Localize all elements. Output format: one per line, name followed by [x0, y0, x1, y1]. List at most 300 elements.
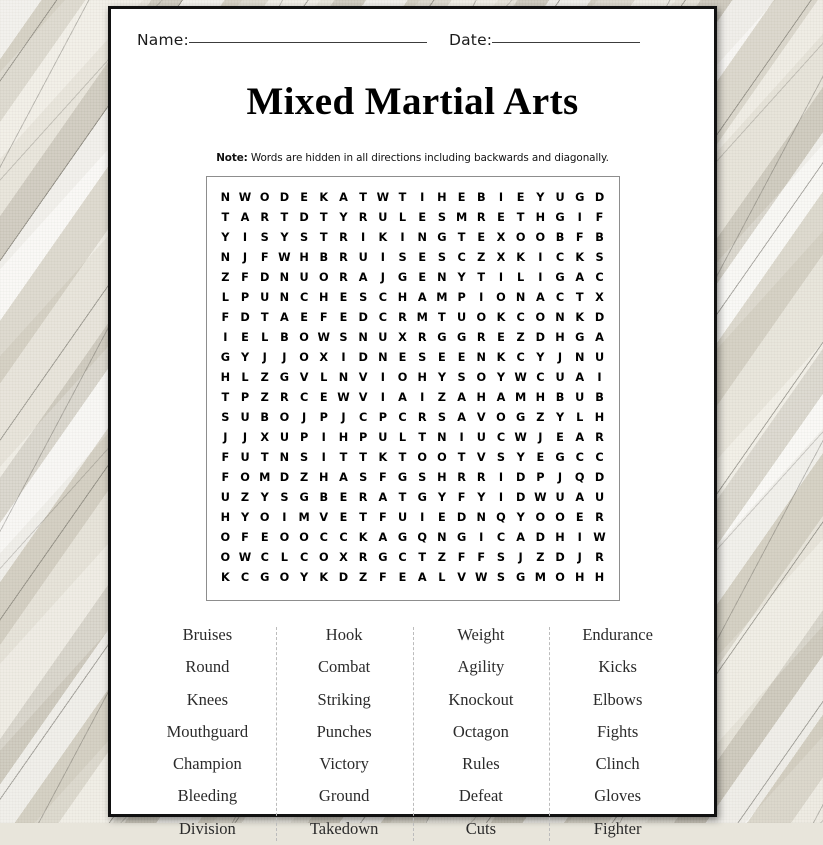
word-list-item[interactable]: Octagon — [452, 721, 509, 741]
grid-cell[interactable]: Z — [299, 471, 309, 484]
grid-cell[interactable]: O — [397, 371, 408, 384]
grid-cell[interactable]: N — [515, 291, 526, 304]
grid-cell[interactable]: L — [576, 411, 584, 424]
grid-cell[interactable]: V — [358, 391, 368, 404]
grid-cell[interactable]: O — [535, 311, 546, 324]
grid-cell[interactable]: Z — [221, 271, 230, 284]
grid-cell[interactable]: T — [221, 391, 230, 404]
grid-cell[interactable]: K — [496, 311, 506, 324]
grid-cell[interactable]: Y — [477, 491, 486, 504]
grid-cell[interactable]: T — [477, 271, 486, 284]
grid-cell[interactable]: S — [339, 331, 348, 344]
grid-cell[interactable]: O — [318, 271, 329, 284]
grid-cell[interactable]: A — [457, 391, 466, 404]
grid-cell[interactable]: H — [397, 291, 408, 304]
grid-cell[interactable]: X — [398, 331, 407, 344]
grid-cell[interactable]: R — [417, 331, 427, 344]
grid-cell[interactable]: R — [280, 391, 289, 404]
grid-cell[interactable]: N — [476, 511, 487, 524]
grid-cell[interactable]: E — [457, 191, 466, 204]
grid-cell[interactable]: I — [498, 471, 504, 484]
word-list-item[interactable]: Division — [178, 818, 236, 838]
grid-cell[interactable]: A — [358, 271, 368, 284]
grid-cell[interactable]: C — [516, 311, 525, 324]
grid-cell[interactable]: V — [299, 371, 309, 384]
grid-cell[interactable]: F — [595, 211, 604, 224]
grid-cell[interactable]: E — [241, 331, 249, 344]
word-list-item[interactable]: Ground — [318, 786, 370, 806]
grid-cell[interactable]: T — [398, 491, 407, 504]
grid-cell[interactable]: T — [260, 311, 269, 324]
grid-cell[interactable]: I — [459, 431, 464, 444]
grid-cell[interactable]: E — [418, 211, 427, 224]
grid-cell[interactable]: N — [220, 191, 231, 204]
grid-cell[interactable]: F — [221, 471, 230, 484]
grid-cell[interactable]: D — [515, 491, 526, 504]
grid-cell[interactable]: G — [437, 331, 447, 344]
grid-cell[interactable]: F — [260, 251, 269, 264]
grid-cell[interactable]: Y — [496, 371, 506, 384]
grid-cell[interactable]: N — [476, 351, 487, 364]
grid-cell[interactable]: I — [321, 431, 326, 444]
word-list-item[interactable]: Fights — [596, 721, 639, 741]
grid-cell[interactable]: D — [594, 471, 605, 484]
grid-cell[interactable]: Y — [280, 231, 289, 244]
grid-cell[interactable]: X — [595, 291, 604, 304]
grid-cell[interactable]: A — [378, 531, 388, 544]
grid-cell[interactable]: G — [417, 491, 427, 504]
grid-cell[interactable]: C — [299, 291, 309, 304]
grid-cell[interactable]: G — [397, 271, 408, 284]
grid-cell[interactable]: V — [457, 571, 466, 584]
grid-cell[interactable]: J — [262, 351, 267, 364]
grid-cell[interactable]: J — [538, 431, 543, 444]
grid-cell[interactable]: Y — [516, 451, 525, 464]
grid-cell[interactable]: O — [476, 371, 487, 384]
grid-cell[interactable]: T — [457, 451, 466, 464]
grid-cell[interactable]: O — [496, 411, 506, 424]
grid-cell[interactable]: I — [400, 231, 405, 244]
grid-cell[interactable]: I — [361, 231, 366, 244]
grid-cell[interactable]: G — [555, 211, 565, 224]
grid-cell[interactable]: A — [535, 291, 545, 304]
grid-cell[interactable]: D — [358, 311, 368, 324]
grid-cell[interactable]: Z — [516, 331, 525, 344]
word-list-item[interactable]: Endurance — [582, 625, 653, 644]
grid-cell[interactable]: M — [436, 291, 448, 304]
grid-cell[interactable]: Q — [574, 471, 585, 484]
grid-cell[interactable]: D — [535, 331, 546, 344]
word-list-item[interactable]: Kicks — [598, 657, 637, 677]
grid-cell[interactable]: L — [221, 291, 229, 304]
grid-cell[interactable]: X — [319, 351, 329, 364]
grid-cell[interactable]: S — [496, 551, 506, 564]
grid-cell[interactable]: G — [299, 491, 309, 504]
grid-cell[interactable]: H — [476, 391, 487, 404]
grid-cell[interactable]: E — [398, 351, 407, 364]
grid-cell[interactable]: E — [457, 351, 466, 364]
grid-cell[interactable]: H — [594, 571, 605, 584]
grid-cell[interactable]: C — [516, 351, 525, 364]
grid-cell[interactable]: I — [498, 271, 504, 284]
grid-cell[interactable]: P — [536, 471, 545, 484]
grid-cell[interactable]: K — [319, 571, 329, 584]
grid-cell[interactable]: W — [238, 551, 252, 564]
grid-cell[interactable]: B — [555, 391, 565, 404]
grid-cell[interactable]: E — [319, 391, 328, 404]
word-list-item[interactable]: Elbows — [592, 689, 643, 709]
grid-cell[interactable]: I — [420, 391, 425, 404]
word-list-item[interactable]: Bruises — [182, 625, 233, 644]
grid-cell[interactable]: R — [358, 491, 368, 504]
grid-cell[interactable]: H — [299, 251, 309, 264]
grid-cell[interactable]: C — [398, 551, 407, 564]
word-list-item[interactable]: Agility — [457, 657, 505, 677]
grid-cell[interactable]: I — [321, 451, 326, 464]
grid-cell[interactable]: C — [299, 551, 309, 564]
grid-cell[interactable]: F — [221, 451, 230, 464]
grid-cell[interactable]: T — [418, 431, 427, 444]
grid-cell[interactable]: S — [457, 371, 466, 384]
grid-cell[interactable]: C — [319, 531, 328, 544]
grid-cell[interactable]: K — [378, 231, 388, 244]
grid-cell[interactable]: S — [437, 251, 446, 264]
grid-cell[interactable]: N — [338, 371, 349, 384]
grid-cell[interactable]: D — [555, 551, 565, 564]
grid-cell[interactable]: L — [398, 431, 407, 444]
grid-cell[interactable]: K — [358, 531, 368, 544]
grid-cell[interactable]: J — [557, 471, 563, 484]
grid-cell[interactable]: P — [457, 291, 466, 304]
grid-cell[interactable]: R — [457, 471, 466, 484]
grid-cell[interactable]: E — [438, 511, 446, 524]
grid-cell[interactable]: R — [476, 211, 486, 224]
grid-cell[interactable]: F — [457, 491, 466, 504]
grid-cell[interactable]: B — [280, 331, 289, 344]
grid-cell[interactable]: H — [594, 411, 605, 424]
grid-cell[interactable]: U — [378, 211, 388, 224]
grid-cell[interactable]: I — [577, 211, 582, 224]
grid-cell[interactable]: C — [496, 431, 506, 444]
grid-cell[interactable]: O — [299, 331, 309, 344]
grid-cell[interactable]: T — [260, 451, 269, 464]
grid-cell[interactable]: G — [260, 571, 270, 584]
grid-cell[interactable]: A — [457, 411, 466, 424]
grid-cell[interactable]: E — [516, 191, 525, 204]
grid-cell[interactable]: A — [378, 491, 388, 504]
grid-cell[interactable]: U — [555, 371, 565, 384]
grid-cell[interactable]: V — [476, 411, 486, 424]
grid-cell[interactable]: E — [497, 331, 505, 344]
grid-cell[interactable]: Y — [437, 371, 446, 384]
grid-cell[interactable]: I — [380, 251, 385, 264]
grid-cell[interactable]: C — [555, 291, 565, 304]
grid-cell[interactable]: U — [555, 191, 565, 204]
grid-cell[interactable]: M — [534, 571, 546, 584]
grid-cell[interactable]: H — [574, 571, 585, 584]
grid-cell[interactable]: M — [298, 511, 310, 524]
grid-cell[interactable]: G — [220, 351, 230, 364]
grid-cell[interactable]: O — [259, 191, 270, 204]
grid-cell[interactable]: K — [319, 191, 329, 204]
grid-cell[interactable]: W — [475, 571, 488, 584]
grid-cell[interactable]: I — [538, 271, 543, 284]
grid-cell[interactable]: A — [417, 291, 427, 304]
grid-cell[interactable]: G — [279, 371, 290, 384]
grid-cell[interactable]: D — [260, 271, 270, 284]
grid-cell[interactable]: Y — [555, 411, 565, 424]
grid-cell[interactable]: C — [378, 311, 387, 324]
grid-cell[interactable]: G — [456, 531, 467, 544]
grid-cell[interactable]: Z — [260, 391, 269, 404]
grid-cell[interactable]: L — [280, 551, 288, 564]
grid-cell[interactable]: U — [397, 511, 408, 524]
grid-cell[interactable]: G — [397, 471, 408, 484]
word-list-item[interactable]: Takedown — [309, 818, 379, 838]
grid-cell[interactable]: N — [437, 531, 447, 544]
word-list-item[interactable]: Clinch — [595, 754, 640, 774]
grid-cell[interactable]: S — [437, 211, 446, 224]
grid-cell[interactable]: Y — [339, 211, 348, 224]
name-input-line[interactable] — [189, 42, 427, 43]
grid-cell[interactable]: H — [555, 531, 565, 544]
grid-cell[interactable]: I — [380, 391, 385, 404]
grid-cell[interactable]: G — [378, 551, 388, 564]
grid-cell[interactable]: I — [498, 191, 504, 204]
grid-cell[interactable]: Y — [536, 351, 545, 364]
grid-cell[interactable]: G — [575, 191, 585, 204]
grid-cell[interactable]: U — [575, 391, 585, 404]
grid-cell[interactable]: B — [555, 231, 565, 244]
grid-cell[interactable]: U — [378, 331, 388, 344]
grid-cell[interactable]: I — [223, 331, 228, 344]
grid-cell[interactable]: E — [418, 271, 427, 284]
date-input-line[interactable] — [492, 42, 640, 43]
grid-cell[interactable]: N — [574, 351, 585, 364]
grid-cell[interactable]: C — [536, 371, 545, 384]
grid-cell[interactable]: C — [359, 411, 368, 424]
grid-cell[interactable]: J — [341, 411, 346, 424]
grid-cell[interactable]: O — [555, 511, 565, 524]
grid-cell[interactable]: K — [575, 251, 585, 264]
grid-cell[interactable]: Y — [221, 231, 230, 244]
grid-cell[interactable]: O — [279, 571, 290, 584]
grid-cell[interactable]: B — [260, 411, 270, 424]
grid-cell[interactable]: T — [398, 191, 407, 204]
grid-cell[interactable]: U — [594, 491, 605, 504]
grid-cell[interactable]: L — [320, 371, 328, 384]
grid-cell[interactable]: Z — [437, 391, 446, 404]
grid-cell[interactable]: R — [417, 411, 427, 424]
grid-cell[interactable]: E — [300, 311, 308, 324]
grid-cell[interactable]: O — [437, 451, 447, 464]
word-list-item[interactable]: Knockout — [448, 689, 514, 709]
grid-cell[interactable]: R — [476, 471, 486, 484]
grid-cell[interactable]: E — [339, 511, 348, 524]
grid-cell[interactable]: J — [223, 431, 228, 444]
grid-cell[interactable]: O — [279, 531, 290, 544]
grid-cell[interactable]: N — [437, 431, 447, 444]
grid-cell[interactable]: S — [496, 451, 506, 464]
grid-cell[interactable]: N — [279, 291, 290, 304]
grid-cell[interactable]: S — [418, 471, 427, 484]
grid-cell[interactable]: J — [577, 551, 582, 564]
grid-cell[interactable]: H — [319, 291, 329, 304]
grid-cell[interactable]: I — [498, 491, 504, 504]
grid-cell[interactable]: T — [418, 551, 427, 564]
grid-cell[interactable]: N — [279, 451, 290, 464]
grid-cell[interactable]: R — [260, 211, 270, 224]
grid-cell[interactable]: F — [241, 271, 249, 284]
grid-cell[interactable]: D — [594, 311, 605, 324]
grid-cell[interactable]: R — [339, 251, 348, 264]
grid-cell[interactable]: J — [380, 271, 385, 284]
grid-cell[interactable]: T — [398, 451, 407, 464]
grid-cell[interactable]: Y — [260, 491, 269, 504]
grid-cell[interactable]: Y — [240, 351, 250, 364]
grid-cell[interactable]: I — [538, 251, 543, 264]
grid-cell[interactable]: A — [339, 191, 348, 204]
grid-cell[interactable]: T — [575, 291, 584, 304]
grid-cell[interactable]: H — [535, 391, 546, 404]
word-search-grid[interactable] — [216, 188, 610, 588]
word-list-item[interactable]: Fighter — [593, 818, 642, 838]
grid-cell[interactable]: M — [515, 391, 527, 404]
grid-cell[interactable]: X — [496, 251, 506, 264]
grid-cell[interactable]: E — [260, 531, 269, 544]
grid-cell[interactable]: X — [496, 231, 506, 244]
grid-cell[interactable]: C — [457, 251, 466, 264]
word-list-item[interactable]: Rules — [462, 754, 500, 774]
grid-cell[interactable]: P — [240, 291, 250, 304]
grid-cell[interactable]: J — [242, 431, 248, 444]
word-list-item[interactable]: Gloves — [594, 786, 641, 806]
grid-cell[interactable]: C — [555, 251, 565, 264]
grid-cell[interactable]: E — [477, 231, 486, 244]
word-list-item[interactable]: Punches — [316, 721, 372, 741]
grid-cell[interactable]: U — [594, 351, 605, 364]
grid-cell[interactable]: D — [594, 191, 605, 204]
grid-cell[interactable]: N — [279, 271, 290, 284]
grid-cell[interactable]: D — [338, 571, 349, 584]
grid-cell[interactable]: A — [595, 331, 604, 344]
grid-cell[interactable]: A — [398, 391, 407, 404]
grid-cell[interactable]: I — [420, 511, 425, 524]
grid-cell[interactable]: T — [319, 231, 328, 244]
grid-cell[interactable]: K — [378, 451, 388, 464]
grid-cell[interactable]: D — [358, 351, 368, 364]
grid-cell[interactable]: U — [279, 431, 289, 444]
grid-cell[interactable]: F — [477, 551, 486, 564]
grid-cell[interactable]: F — [319, 311, 328, 324]
grid-cell[interactable]: X — [260, 431, 270, 444]
grid-cell[interactable]: V — [358, 371, 368, 384]
grid-cell[interactable]: O — [259, 511, 270, 524]
grid-cell[interactable]: J — [282, 351, 287, 364]
grid-cell[interactable]: H — [535, 211, 546, 224]
grid-cell[interactable]: S — [496, 571, 506, 584]
grid-cell[interactable]: C — [339, 531, 348, 544]
grid-cell[interactable]: U — [457, 311, 467, 324]
grid-cell[interactable]: H — [338, 431, 349, 444]
grid-cell[interactable]: E — [556, 431, 564, 444]
grid-cell[interactable]: F — [378, 471, 387, 484]
grid-cell[interactable]: Y — [536, 191, 545, 204]
word-list-item[interactable]: Hook — [325, 625, 363, 644]
grid-cell[interactable]: C — [260, 551, 269, 564]
grid-cell[interactable]: O — [279, 411, 290, 424]
grid-cell[interactable]: R — [398, 311, 407, 324]
word-list-item[interactable]: Champion — [173, 754, 242, 774]
grid-cell[interactable]: E — [339, 311, 348, 324]
grid-cell[interactable]: D — [279, 191, 290, 204]
grid-cell[interactable]: Z — [536, 551, 545, 564]
grid-cell[interactable]: W — [514, 431, 527, 444]
grid-cell[interactable]: C — [398, 411, 407, 424]
grid-cell[interactable]: I — [577, 531, 582, 544]
grid-cell[interactable]: P — [378, 411, 387, 424]
grid-cell[interactable]: N — [555, 311, 565, 324]
grid-cell[interactable]: C — [496, 531, 506, 544]
grid-cell[interactable]: F — [221, 311, 230, 324]
grid-cell[interactable]: Y — [300, 571, 309, 584]
grid-cell[interactable]: W — [278, 251, 291, 264]
grid-cell[interactable]: F — [457, 551, 466, 564]
grid-cell[interactable]: H — [417, 371, 427, 384]
grid-cell[interactable]: O — [535, 231, 546, 244]
grid-cell[interactable]: Z — [536, 411, 545, 424]
grid-cell[interactable]: R — [595, 511, 604, 524]
grid-cell[interactable]: G — [555, 271, 565, 284]
word-list-item[interactable]: Mouthguard — [166, 721, 249, 741]
grid-cell[interactable]: O — [318, 551, 329, 564]
grid-cell[interactable]: Q — [496, 511, 506, 524]
word-list-item[interactable]: Bleeding — [177, 786, 238, 806]
grid-cell[interactable]: H — [319, 471, 329, 484]
grid-cell[interactable]: W — [593, 531, 606, 544]
grid-cell[interactable]: S — [595, 251, 604, 264]
grid-cell[interactable]: G — [437, 231, 447, 244]
grid-cell[interactable]: G — [516, 571, 526, 584]
grid-cell[interactable]: P — [240, 391, 250, 404]
grid-cell[interactable]: G — [516, 411, 526, 424]
grid-cell[interactable]: D — [515, 471, 526, 484]
grid-cell[interactable]: S — [398, 251, 407, 264]
grid-cell[interactable]: I — [597, 371, 602, 384]
grid-cell[interactable]: Z — [359, 571, 368, 584]
grid-cell[interactable]: N — [358, 331, 368, 344]
grid-cell[interactable]: E — [339, 291, 348, 304]
grid-cell[interactable]: P — [319, 411, 328, 424]
grid-cell[interactable]: J — [518, 551, 523, 564]
grid-cell[interactable]: F — [575, 231, 584, 244]
grid-cell[interactable]: K — [575, 311, 585, 324]
grid-cell[interactable]: J — [557, 351, 563, 364]
grid-cell[interactable]: S — [359, 291, 368, 304]
grid-cell[interactable]: E — [339, 491, 348, 504]
grid-cell[interactable]: I — [282, 511, 287, 524]
grid-cell[interactable]: H — [437, 191, 447, 204]
grid-cell[interactable]: C — [378, 291, 387, 304]
grid-cell[interactable]: O — [417, 451, 428, 464]
word-list-item[interactable]: Defeat — [458, 786, 503, 806]
grid-cell[interactable]: U — [240, 411, 250, 424]
grid-cell[interactable]: R — [339, 271, 348, 284]
grid-cell[interactable]: E — [398, 571, 407, 584]
grid-cell[interactable]: R — [339, 231, 348, 244]
word-list-item[interactable]: Victory — [319, 754, 369, 774]
grid-cell[interactable]: B — [319, 251, 329, 264]
